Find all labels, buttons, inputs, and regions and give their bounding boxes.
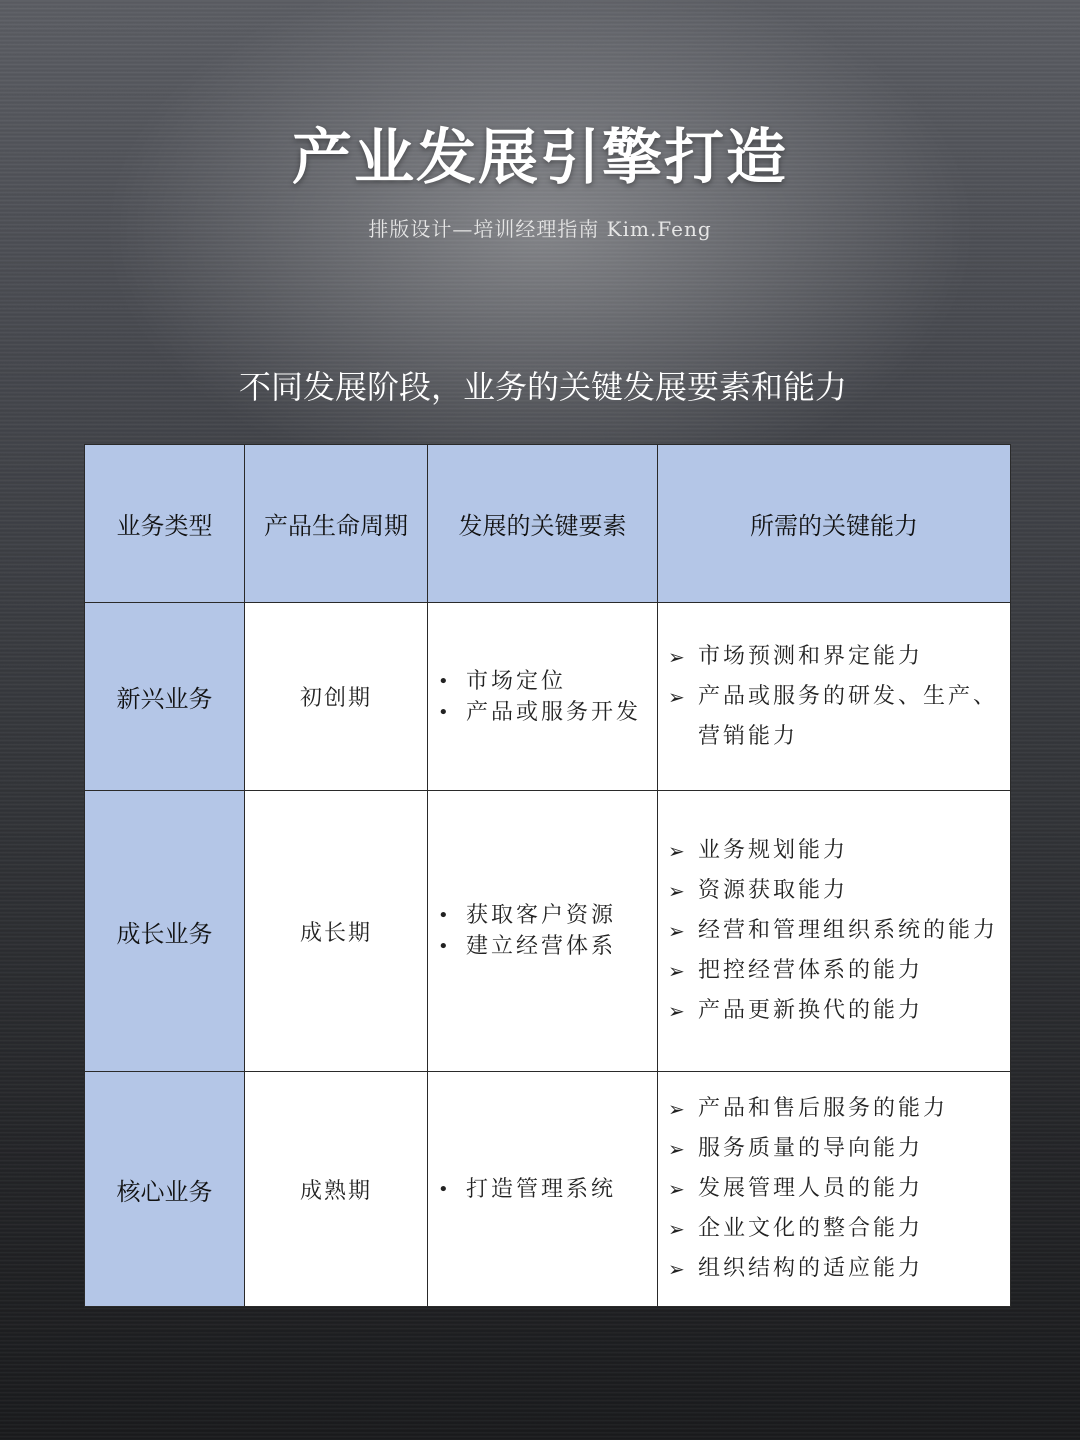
arrow-bullet-icon: ➢ [668, 644, 688, 669]
arrow-bullet-icon: ➢ [668, 879, 688, 903]
bullet-icon: • [438, 701, 452, 723]
list-item [436, 697, 657, 728]
arrow-bullet-icon: ➢ [668, 1217, 688, 1241]
header-key-factors: 发展的关键要素 [428, 445, 658, 603]
key-factors-list [428, 1174, 657, 1205]
arrow-bullet-icon: ➢ [668, 1137, 688, 1161]
business-stage-table [84, 444, 1011, 1307]
ability-text: 产品更新换代的能力 [698, 998, 924, 1023]
bullet-icon: • [438, 1178, 452, 1200]
key-abilities-list [658, 1089, 1010, 1289]
list-item [668, 831, 1006, 871]
key-abilities-cell [658, 1072, 1011, 1307]
list-item [668, 637, 1006, 677]
business-type-cell: 核心业务 [85, 1072, 245, 1307]
list-item [436, 931, 657, 962]
key-factors-cell [428, 603, 658, 791]
arrow-bullet-icon: ➢ [668, 1097, 688, 1121]
key-abilities-list [658, 637, 1010, 757]
list-item [668, 1089, 1006, 1129]
list-item [668, 991, 1006, 1031]
ability-text: 产品或服务的研发、生产、营销能力 [698, 683, 999, 749]
list-item [668, 1169, 1006, 1209]
page-title: 产业发展引擎打造 [292, 123, 788, 193]
factor-text: 获取客户资源 [466, 903, 617, 928]
list-item [436, 900, 657, 931]
key-factors-cell [428, 1072, 658, 1307]
business-type-cell: 新兴业务 [85, 603, 245, 791]
factor-text: 建立经营体系 [466, 934, 617, 959]
arrow-bullet-icon: ➢ [668, 684, 688, 709]
ability-text: 资源获取能力 [698, 878, 849, 903]
ability-text: 企业文化的整合能力 [698, 1216, 924, 1241]
page-subtitle: 排版设计—培训经理指南 Kim.Feng [368, 217, 712, 241]
header-key-abilities: 所需的关键能力 [658, 445, 1011, 603]
ability-text: 产品和售后服务的能力 [698, 1096, 949, 1121]
list-item [436, 666, 657, 697]
table-row [85, 791, 1011, 1072]
lifecycle-stage-cell: 成长期 [245, 791, 428, 1072]
list-item [668, 677, 1006, 757]
ability-text: 发展管理人员的能力 [698, 1176, 924, 1201]
key-factors-cell [428, 791, 658, 1072]
business-type-cell: 成长业务 [85, 791, 245, 1072]
ability-text: 经营和管理组织系统的能力 [698, 918, 999, 943]
key-abilities-cell [658, 791, 1011, 1072]
arrow-bullet-icon: ➢ [668, 999, 688, 1023]
ability-text: 把控经营体系的能力 [698, 958, 924, 983]
list-item [668, 1129, 1006, 1169]
key-abilities-list [658, 831, 1010, 1031]
lifecycle-stage-cell: 成熟期 [245, 1072, 428, 1307]
ability-text: 市场预测和界定能力 [698, 643, 924, 669]
ability-text: 业务规划能力 [698, 838, 849, 863]
factor-text: 产品或服务开发 [466, 699, 642, 725]
arrow-bullet-icon: ➢ [668, 919, 688, 943]
list-item [668, 871, 1006, 911]
table-header-row [85, 445, 1011, 603]
list-item [436, 1174, 657, 1205]
bullet-icon: • [438, 670, 452, 692]
arrow-bullet-icon: ➢ [668, 959, 688, 983]
table-row [85, 1072, 1011, 1307]
arrow-bullet-icon: ➢ [668, 839, 688, 863]
list-item [668, 1209, 1006, 1249]
ability-text: 服务质量的导向能力 [698, 1136, 924, 1161]
lifecycle-stage-cell: 初创期 [245, 603, 428, 791]
list-item [668, 1249, 1006, 1289]
bullet-icon: • [438, 905, 452, 926]
list-item [668, 911, 1006, 951]
key-abilities-cell [658, 603, 1011, 791]
arrow-bullet-icon: ➢ [668, 1177, 688, 1201]
key-factors-list [428, 900, 657, 962]
factor-text: 打造管理系统 [466, 1176, 617, 1202]
ability-text: 组织结构的适应能力 [698, 1256, 924, 1281]
section-heading: 不同发展阶段，业务的关键发展要素和能力 [238, 368, 847, 406]
key-factors-list [428, 666, 657, 728]
table-row [85, 603, 1011, 791]
header-product-lifecycle: 产品生命周期 [245, 445, 428, 603]
factor-text: 市场定位 [466, 668, 567, 694]
header-business-type: 业务类型 [85, 445, 245, 603]
bullet-icon: • [438, 936, 452, 957]
list-item [668, 951, 1006, 991]
arrow-bullet-icon: ➢ [668, 1257, 688, 1281]
